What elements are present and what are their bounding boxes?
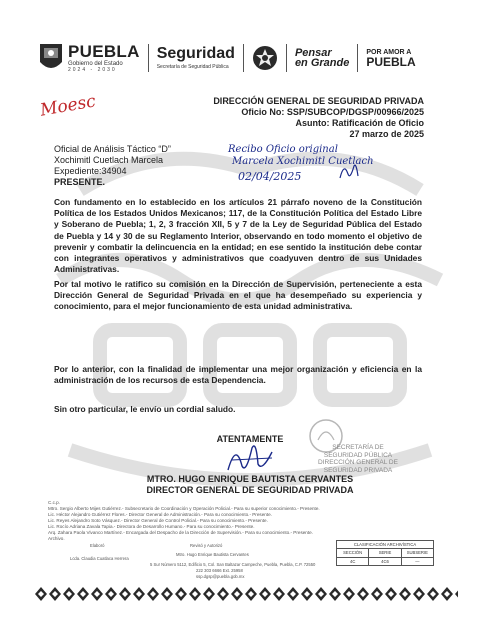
body-paragraph-2: Por tal motivo le ratifico su comisión en la Dirección de Supervisión, perteneciente a esta Dirección General de Seguridad Privada en el que ha desempeñado su experiencia y conocimiento, para el mejor funcionamiento de esta unidad administrativa. [54,279,422,312]
classification-header-row [337,549,433,558]
asunto: Asunto: Ratificación de Oficio [295,118,424,128]
addressee-expediente: Expediente:34904 [54,166,127,176]
ccp-line: Arq. Zahara Paola Vivanco Martínez.- Encargada del Despacho de la Dirección de Supervisión.- Para su conocimiento.- Presente. [48,530,313,535]
classification-header: SECCIÓN [337,549,369,557]
fecha: 27 marzo de 2025 [349,129,424,139]
pensar-line2: en Grande [294,57,350,69]
divider [357,44,358,72]
reviso-label: Revisó y Autorizó [190,543,223,548]
classification-header: SERIE [369,549,401,557]
ccp-line: Lic. Rocío Adriana Zavala Tapia.- Directora de Desarrollo Humano.- Para su conocimiento.- Presente. [48,524,255,529]
pensar-en-grande-logo [295,48,349,69]
reviso-name: Mtro. Hugo Enrique Bautista Cervantes [176,552,249,557]
elaboro-label: Elaboró [90,543,105,548]
seguridad-logo [157,46,235,70]
seguridad-subtitle: Secretaría de Seguridad Pública [156,64,229,70]
director-name: MTRO. HUGO ENRIQUE BAUTISTA CERVANTES [146,474,354,484]
ccp-line: Lic. Reyes Alejandro Soto Vásquez.- Director General de Control Policial.- Para su conocimiento.- Presente. [48,518,268,523]
classification-value: — [415,559,420,564]
classification-value: 4C6 [369,558,401,566]
divider [148,44,149,72]
ccp-line: Archivo. [48,536,65,541]
poramor-line1: POR AMOR A [366,48,412,56]
seguridad-title: Seguridad [156,45,235,62]
puebla-logo [38,42,140,74]
stamp-line1: SECRETARÍA DE [332,444,384,451]
oficio-number: Oficio No: SSP/SUBCOP/DGSP/00966/2025 [241,107,424,117]
poramor-line2: PUEBLA [366,54,416,69]
pensar-line1: Pensar [294,46,332,59]
handwritten-receipt-date: 02/04/2025 [238,170,302,183]
classification-title: CLASIFICACIÓN ARCHIVÍSTICA [337,541,433,549]
classification-box [336,540,434,566]
handwritten-receipt-line2: Marcela Xochimitl Cuetlach [232,156,374,167]
director-title: DIRECTOR GENERAL DE SEGURIDAD PRIVADA [146,485,354,495]
footer-email: ssp.dgsp@puebla.gob.mx [196,574,245,579]
classification-value: 4C [337,558,369,566]
por-amor-a-puebla-logo [366,49,415,68]
ccp-label: C.c.p. [48,500,60,505]
puebla-title: PUEBLA [68,42,140,61]
divider [243,44,244,72]
red-handwritten-note: Moesc [38,91,98,121]
receipt-signature-scribble [336,160,362,184]
presente: PRESENTE. [54,177,106,187]
stamp-line2: SEGURIDAD PÚBLICA [323,451,393,459]
classification-value-row [337,558,433,566]
puebla-subtitle: Gobierno del Estado [68,61,123,67]
handwritten-receipt-line1: Recibo Oficio original [228,144,338,155]
police-star-badge-icon [252,45,278,71]
body-paragraph-1: Con fundamento en lo establecido en los artículos 21 párrafo noveno de la Constitución Política de los Estados Unidos Mexicanos; 117, de la Constitución Política del Estado Libre y Soberano de Puebla; 1, 2, 3 fracción XII, 5 y 7 de la Ley de Seguridad Pública del Estado de Puebla y 14 y 30 de su Reglamento Interior, observando en todo momento el objetivo de prevenir y combatir la delincuencia en la entidad; en ese sentido la institución debe contar con integrantes operativos y administrativos que coadyuven dentro de sus Unidades Administrativas. [54,197,422,275]
elaboro-name: Lcda. Claudia Cuatlaca Herrera [70,556,129,561]
divider [286,44,287,72]
footer-phone: 222 303 6666 Ext. 25958 [196,568,243,573]
body-paragraph-4: Sin otro particular, le envío un cordial saludo. [54,404,236,414]
letterhead [38,38,458,78]
addressee-cargo: Oficial de Análisis Táctico “D” [54,144,171,154]
ccp-line: Lic. Héctor Alejandro Gutiérrez Flores.- Director General de Administración.- Para su conocimiento.- Presente. [48,512,272,517]
stamp-text [318,444,398,474]
stamp-line3: DIRECCIÓN GENERAL DE [318,459,398,466]
classification-header: SUBSERIE [406,550,428,555]
director-signature [222,440,282,476]
atentamente: ATENTAMENTE [216,434,284,444]
direccion-heading: DIRECCIÓN GENERAL DE SEGURIDAD PRIVADA [213,96,424,106]
state-seal-icon [38,42,64,74]
addressee-name: Xochimitl Cuetlach Marcela [54,155,164,165]
body-paragraph-3: Por lo anterior, con la finalidad de implementar una mejor organización y eficiencia en la administración de los recursos de esta Dependencia. [54,364,422,386]
footer-address: 5 Sur Número 5112, Edificio 5, Col. San Baltazar Campeche, Puebla, Puebla, C.P. 72550 [150,562,316,567]
stamp-line4: SEGURIDAD PRIVADA [323,466,393,474]
ccp-line: Mtro. Sergio Alberto Mijes Gutiérrez.- Subsecretario de Coordinación y Operación Policial.- Para su superior conocimiento.- Presente. [48,506,320,511]
puebla-years: 2024 - 2030 [68,67,117,73]
decorative-border-strip [34,586,458,602]
